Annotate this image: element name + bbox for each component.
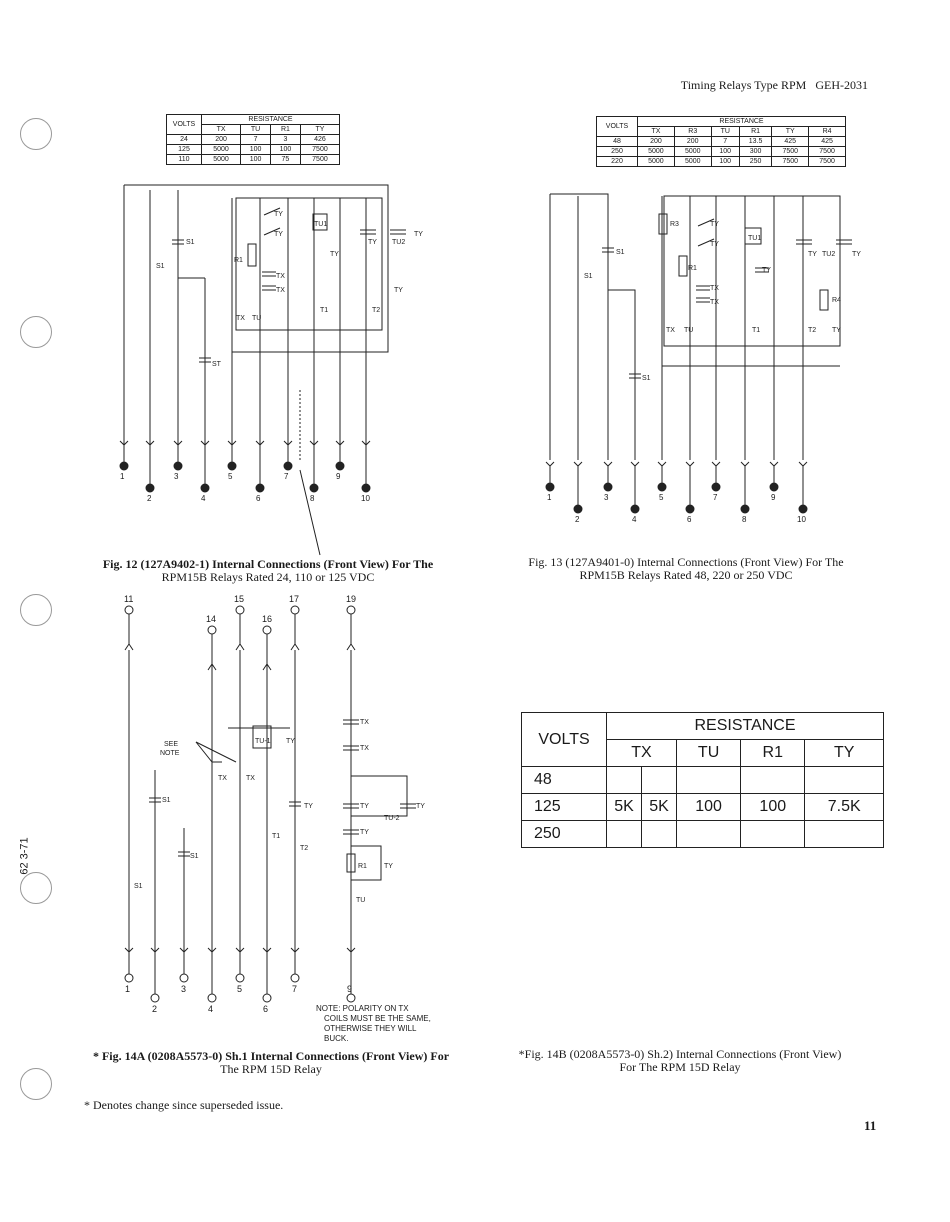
- cell: 250: [522, 821, 607, 848]
- fig12-caption-line1: Fig. 12 (127A9402-1) Internal Connections (Front View) For The: [102, 557, 434, 571]
- fig14b-col-tu: TU: [677, 740, 741, 767]
- terminal-dot: [347, 994, 355, 1002]
- cell: 200: [638, 137, 675, 147]
- fig14a-bottom-terminal: 3: [181, 984, 187, 994]
- fig13-terminal-label: 8: [742, 515, 747, 524]
- terminal-arrow: [658, 462, 666, 466]
- cell: 100: [677, 794, 741, 821]
- cell: 7500: [809, 147, 846, 157]
- terminal-dot: [174, 462, 182, 470]
- cell: 250: [597, 147, 638, 157]
- fig13-caption: [494, 556, 878, 582]
- svg-text:TY: TY: [274, 211, 283, 218]
- svg-text:T1: T1: [272, 833, 281, 840]
- svg-text:TU1: TU1: [748, 235, 762, 242]
- terminal-dot: [201, 484, 209, 492]
- fig14a-bottom-terminal: 2: [152, 1004, 158, 1014]
- fig12-col-ty: TY: [300, 125, 339, 135]
- fig13-terminal-label: 5: [659, 493, 664, 502]
- cell: 125: [522, 794, 607, 821]
- fig14a-top-terminal: 15: [234, 594, 245, 604]
- fig13-terminal-label: 9: [771, 493, 776, 502]
- svg-text:TX: TX: [218, 775, 227, 782]
- fig14a-bottom-terminal: 7: [292, 984, 298, 994]
- cell: 125: [167, 145, 202, 155]
- svg-text:TY: TY: [286, 738, 295, 745]
- fig12-volts-header: VOLTS: [167, 115, 202, 135]
- fig14b-col-ty: TY: [805, 740, 884, 767]
- terminal-dot: [546, 483, 554, 491]
- terminal-dot: [574, 505, 582, 513]
- cell: 5K: [607, 794, 642, 821]
- cell: 7: [711, 137, 739, 147]
- svg-text:TX: TX: [246, 775, 255, 782]
- fig13-schematic: [550, 194, 861, 460]
- note-line: OTHERWISE THEY WILL: [324, 1024, 417, 1033]
- fig13-col-tu: TU: [711, 127, 739, 137]
- cell: 5000: [674, 157, 711, 167]
- svg-text:R1: R1: [234, 257, 243, 264]
- cell: 5000: [202, 145, 241, 155]
- fig12-terminal-label: 4: [201, 494, 206, 503]
- svg-text:TY: TY: [832, 327, 841, 334]
- fig12-terminal-label: 1: [120, 472, 125, 481]
- cell: 100: [270, 145, 300, 155]
- cell: 7500: [772, 157, 809, 167]
- terminal-dot: [604, 483, 612, 491]
- fig14b-volts-header: VOLTS: [522, 713, 607, 767]
- terminal-arrow: [604, 462, 612, 466]
- footer-note: * Denotes change since superseded issue.: [84, 1098, 284, 1112]
- fig14a-top-terminal: 11: [124, 594, 134, 604]
- fig13-terminal-label: 1: [547, 493, 552, 502]
- fig14b-col-r1: R1: [741, 740, 805, 767]
- terminal-dot: [151, 994, 159, 1002]
- svg-text:TY: TY: [710, 221, 719, 228]
- svg-text:R1: R1: [358, 863, 367, 870]
- fig12-schematic: [124, 185, 423, 555]
- fig12-col-r1: R1: [270, 125, 300, 135]
- terminal-arrow: [770, 462, 778, 466]
- fig12-resistance-header: RESISTANCE: [202, 115, 340, 125]
- cell: 100: [711, 157, 739, 167]
- terminal-dot: [263, 626, 271, 634]
- fig13-volts-header: VOLTS: [597, 117, 638, 137]
- terminal-dot: [799, 505, 807, 513]
- fig13-resistance-header: RESISTANCE: [638, 117, 846, 127]
- fig12-terminal-label: 10: [361, 494, 370, 503]
- svg-text:R1: R1: [688, 265, 697, 272]
- fig14a-top-terminal: 17: [289, 594, 300, 604]
- terminal-dot: [256, 484, 264, 492]
- svg-text:T1: T1: [752, 327, 761, 334]
- cell: 7500: [300, 145, 339, 155]
- fig14a-bottom-terminal: 1: [125, 984, 131, 994]
- cell: 7: [241, 135, 271, 145]
- svg-text:TY: TY: [274, 231, 283, 238]
- cell: 5000: [638, 157, 675, 167]
- fig12-caption-line2: RPM15B Relays Rated 24, 110 or 125 VDC: [161, 570, 375, 584]
- note-line: COILS MUST BE THE SAME,: [324, 1014, 431, 1023]
- svg-text:S1: S1: [190, 853, 199, 860]
- fig13-terminal-label: 4: [632, 515, 637, 524]
- note-line: BUCK.: [324, 1034, 349, 1043]
- terminal-arrow: [546, 462, 554, 466]
- svg-text:TY: TY: [304, 803, 313, 810]
- svg-text:S1: S1: [584, 273, 593, 280]
- fig12-terminal-label: 3: [174, 472, 179, 481]
- terminal-dot: [770, 483, 778, 491]
- terminal-arrow: [799, 462, 807, 466]
- fig13-col-ty: TY: [772, 127, 809, 137]
- terminal-arrow: [291, 644, 299, 650]
- svg-text:TY: TY: [416, 803, 425, 810]
- cell: 100: [711, 147, 739, 157]
- svg-text:TU1: TU1: [314, 221, 328, 228]
- svg-text:TX: TX: [276, 287, 285, 294]
- header-doc-number: GEH-2031: [815, 78, 868, 92]
- terminal-dot: [658, 483, 666, 491]
- svg-text:TY: TY: [330, 251, 339, 258]
- fig12-terminal-label: 7: [284, 472, 289, 481]
- svg-text:TU-1: TU-1: [255, 738, 271, 745]
- svg-text:TY: TY: [852, 251, 861, 258]
- cell: 5000: [638, 147, 675, 157]
- cell: 48: [522, 767, 607, 794]
- header-title: Timing Relays Type RPM: [680, 78, 807, 92]
- cell: 13.5: [739, 137, 771, 147]
- svg-text:TY: TY: [394, 287, 403, 294]
- fig13-terminal-label: 6: [687, 515, 692, 524]
- cell: 110: [167, 155, 202, 165]
- fig13-terminal-label: 2: [575, 515, 580, 524]
- terminal-dot: [336, 462, 344, 470]
- fig14a-top-terminal: 16: [262, 614, 273, 624]
- fig14a-top-terminal: 14: [206, 614, 217, 624]
- fig14a-bottom-terminal: 6: [263, 1004, 269, 1014]
- cell: 3: [270, 135, 300, 145]
- terminal-dot: [208, 994, 216, 1002]
- svg-text:R4: R4: [832, 297, 841, 304]
- svg-text:S1: S1: [186, 239, 195, 246]
- terminal-dot: [208, 626, 216, 634]
- svg-text:S1: S1: [642, 375, 651, 382]
- svg-text:TY: TY: [368, 239, 377, 246]
- svg-text:TU2: TU2: [822, 251, 836, 258]
- svg-text:TY: TY: [762, 267, 771, 274]
- svg-text:TY: TY: [384, 863, 393, 870]
- fig12-terminal-label: 2: [147, 494, 152, 503]
- svg-text:TX: TX: [276, 273, 285, 280]
- page-number: 11: [864, 1118, 877, 1133]
- terminal-dot: [236, 974, 244, 982]
- fig13-terminal-label: 10: [797, 515, 806, 524]
- fig12-terminal-label: 8: [310, 494, 315, 503]
- cell: 100: [241, 155, 271, 165]
- cell: 250: [739, 157, 771, 167]
- svg-text:TX: TX: [360, 719, 369, 726]
- fig13-col-r1: R1: [739, 127, 771, 137]
- cell: 7500: [772, 147, 809, 157]
- fig13-caption-line2: RPM15B Relays Rated 48, 220 or 250 VDC: [579, 568, 793, 582]
- terminal-dot: [291, 974, 299, 982]
- svg-text:TX: TX: [360, 745, 369, 752]
- cell: 220: [597, 157, 638, 167]
- terminal-arrow: [236, 644, 244, 650]
- svg-text:TU: TU: [252, 315, 262, 322]
- cell: 425: [772, 137, 809, 147]
- terminal-dot: [284, 462, 292, 470]
- fig13-terminal-label: 3: [604, 493, 609, 502]
- svg-text:T2: T2: [300, 845, 309, 852]
- terminal-dot: [362, 484, 370, 492]
- fig13-col-r3: R3: [674, 127, 711, 137]
- terminal-arrow: [631, 462, 639, 466]
- svg-text:S1: S1: [134, 883, 143, 890]
- fig14b-caption-line1: *Fig. 14B (0208A5573-0) Sh.2) Internal Connections (Front View): [518, 1047, 842, 1061]
- terminal-dot: [686, 505, 694, 513]
- fig14a-caption-line2: The RPM 15D Relay: [220, 1062, 322, 1076]
- fig12-caption: [76, 558, 460, 584]
- svg-text:ST: ST: [212, 361, 221, 368]
- svg-text:TY: TY: [360, 803, 369, 810]
- svg-text:TY: TY: [360, 829, 369, 836]
- terminal-dot: [146, 484, 154, 492]
- cell: 48: [597, 137, 638, 147]
- note-line: NOTE: POLARITY ON TX: [316, 1004, 409, 1013]
- cell: 24: [167, 135, 202, 145]
- terminal-dot: [263, 994, 271, 1002]
- terminal-dot: [125, 606, 133, 614]
- terminal-dot: [120, 462, 128, 470]
- fig14a-caption: [66, 1050, 476, 1076]
- cell: 7500: [300, 155, 339, 165]
- svg-text:TU: TU: [684, 327, 694, 334]
- svg-text:TX: TX: [710, 285, 719, 292]
- cell: 426: [300, 135, 339, 145]
- terminal-dot: [347, 606, 355, 614]
- terminal-dot: [180, 974, 188, 982]
- svg-text:TU2: TU2: [392, 239, 406, 246]
- fig14a-bottom-terminal: 9: [347, 984, 353, 994]
- fig14a-schematic: [129, 650, 425, 960]
- svg-text:TX: TX: [236, 315, 245, 322]
- fig14a-bottom-terminal: 5: [237, 984, 243, 994]
- fig13-col-r4: R4: [809, 127, 846, 137]
- fig13-col-tx: TX: [638, 127, 675, 137]
- terminal-dot: [310, 484, 318, 492]
- cell: 5000: [674, 147, 711, 157]
- cell: 75: [270, 155, 300, 165]
- svg-text:TY: TY: [414, 231, 423, 238]
- cell: 200: [674, 137, 711, 147]
- terminal-arrow: [712, 462, 720, 466]
- cell: 425: [809, 137, 846, 147]
- terminal-dot: [291, 606, 299, 614]
- terminal-dot: [712, 483, 720, 491]
- terminal-arrow: [347, 644, 355, 650]
- svg-text:TX: TX: [710, 299, 719, 306]
- cell: 5K: [642, 794, 677, 821]
- svg-text:S1: S1: [616, 249, 625, 256]
- terminal-dot: [741, 505, 749, 513]
- fig13-terminal-label: 7: [713, 493, 718, 502]
- cell: 200: [202, 135, 241, 145]
- terminal-dot: [125, 974, 133, 982]
- terminal-arrow: [125, 644, 133, 650]
- terminal-dot: [228, 462, 236, 470]
- terminal-arrow: [574, 462, 582, 466]
- svg-text:R3: R3: [670, 221, 679, 228]
- fig12-terminal-label: 6: [256, 494, 261, 503]
- polarity-note: [316, 1004, 431, 1044]
- svg-text:TU: TU: [356, 897, 366, 904]
- svg-text:T1: T1: [320, 307, 329, 314]
- svg-text:TU-2: TU-2: [384, 815, 400, 822]
- svg-text:SEE: SEE: [164, 741, 179, 748]
- fig12-terminal-label: 5: [228, 472, 233, 481]
- svg-text:TY: TY: [710, 241, 719, 248]
- cell: 300: [739, 147, 771, 157]
- fig14b-caption-line2: For The RPM 15D Relay: [619, 1060, 741, 1074]
- fig12-col-tu: TU: [241, 125, 271, 135]
- svg-text:S1: S1: [156, 263, 165, 270]
- svg-text:S1: S1: [162, 797, 171, 804]
- svg-text:TY: TY: [808, 251, 817, 258]
- cell: 7.5K: [805, 794, 884, 821]
- terminal-arrow: [686, 462, 694, 466]
- terminal-dot: [236, 606, 244, 614]
- fig14a-bottom-terminal: 4: [208, 1004, 214, 1014]
- cell: 5000: [202, 155, 241, 165]
- fig12-terminal-label: 9: [336, 472, 341, 481]
- cell: 100: [741, 794, 805, 821]
- fig14a-caption-line1: * Fig. 14A (0208A5573-0) Sh.1 Internal Connections (Front View) For: [92, 1049, 450, 1063]
- fig14a-top-terminal: 19: [346, 594, 357, 604]
- svg-text:NOTE: NOTE: [160, 750, 180, 757]
- fig14b-caption: [486, 1048, 874, 1074]
- svg-text:TX: TX: [666, 327, 675, 334]
- cell: 100: [241, 145, 271, 155]
- fig14b-resistance-header: RESISTANCE: [607, 713, 884, 740]
- svg-text:T2: T2: [808, 327, 817, 334]
- cell: 7500: [809, 157, 846, 167]
- terminal-arrow: [741, 462, 749, 466]
- svg-text:T2: T2: [372, 307, 381, 314]
- fig12-col-tx: TX: [202, 125, 241, 135]
- fig14b-col-tx: TX: [607, 740, 677, 767]
- side-note: 62 3-71: [18, 837, 31, 875]
- terminal-dot: [631, 505, 639, 513]
- terminal-layer: [120, 441, 807, 1002]
- fig13-caption-line1: Fig. 13 (127A9401-0) Internal Connections (Front View) For The: [528, 555, 844, 569]
